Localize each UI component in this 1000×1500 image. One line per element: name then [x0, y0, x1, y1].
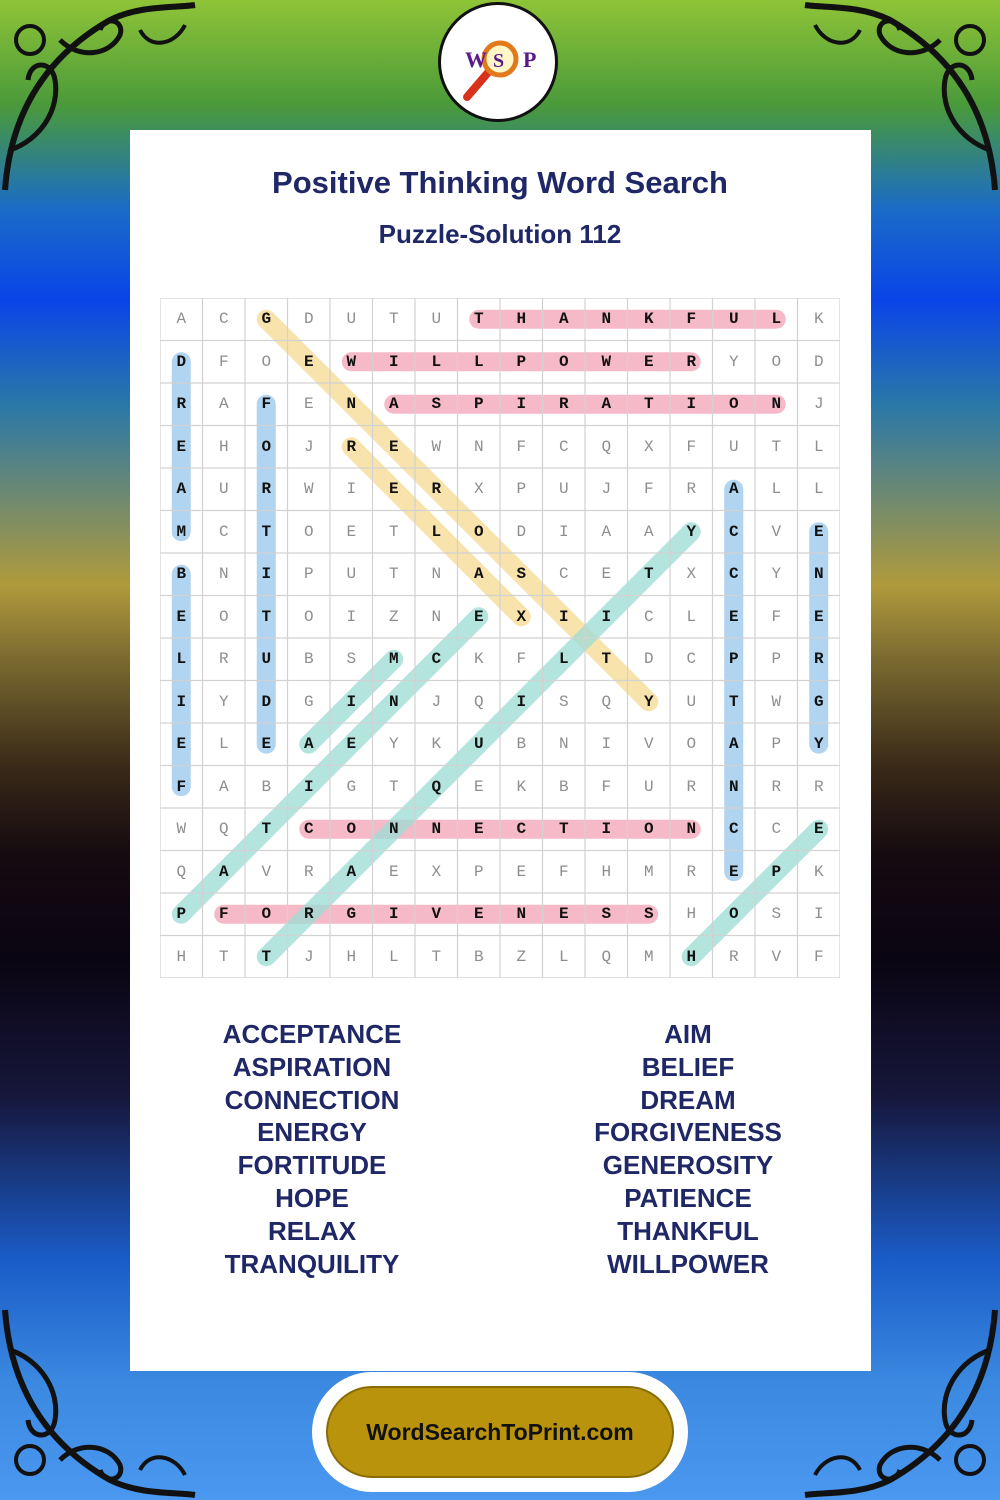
- grid-letter: G: [303, 692, 314, 711]
- grid-letter: E: [473, 607, 484, 626]
- grid-letter: X: [431, 862, 442, 881]
- grid-letter: K: [431, 735, 442, 753]
- grid-letter: Q: [473, 692, 484, 711]
- grid-letter: P: [771, 650, 782, 668]
- grid-letter: T: [388, 310, 399, 328]
- grid-letter: Y: [643, 692, 654, 711]
- grid-letter: O: [558, 352, 569, 371]
- grid-letter: L: [686, 607, 697, 626]
- grid-letter: X: [686, 565, 697, 583]
- grid-letter: Y: [813, 735, 824, 753]
- grid-letter: M: [388, 650, 399, 668]
- grid-letter: X: [643, 437, 654, 456]
- svg-text:W: W: [465, 47, 487, 72]
- grid-letter: R: [261, 480, 272, 498]
- grid-letter: J: [601, 480, 612, 498]
- grid-letter: B: [303, 650, 314, 668]
- grid-letter: I: [686, 395, 697, 413]
- grid-letter: L: [388, 947, 399, 966]
- grid-letter: R: [303, 905, 314, 923]
- grid-letter: A: [346, 862, 357, 881]
- grid-letter: A: [601, 395, 612, 413]
- grid-letter: L: [813, 437, 824, 456]
- grid-letter: I: [558, 607, 569, 626]
- grid-letter: E: [176, 735, 187, 753]
- grid-letter: I: [388, 352, 399, 371]
- grid-letter: H: [516, 310, 527, 328]
- grid-letter: K: [473, 650, 484, 668]
- grid-letter: V: [643, 735, 654, 753]
- grid-letter: C: [728, 820, 739, 838]
- svg-text:P: P: [523, 47, 537, 72]
- grid-letter: U: [218, 480, 229, 498]
- grid-letter: B: [516, 735, 527, 753]
- grid-letter: H: [176, 947, 187, 966]
- grid-letter: O: [303, 522, 314, 541]
- grid-letter: A: [303, 735, 314, 753]
- grid-letter: C: [771, 820, 782, 838]
- svg-text:S: S: [493, 50, 505, 72]
- grid-letter: R: [728, 947, 739, 966]
- grid-letter: V: [771, 947, 782, 966]
- grid-letter: N: [431, 607, 442, 626]
- word-list-item: HOPE: [275, 1182, 349, 1213]
- word-list-item: ACCEPTANCE: [222, 1019, 402, 1049]
- grid-letter: F: [686, 437, 697, 456]
- grid-letter: E: [346, 735, 357, 753]
- grid-letter: U: [728, 437, 739, 456]
- grid-letter: S: [346, 650, 357, 668]
- grid-letter: Z: [516, 947, 527, 966]
- grid-letter: H: [686, 905, 697, 923]
- grid-letter: M: [176, 522, 187, 541]
- grid-letter: Y: [686, 522, 697, 541]
- grid-letter: N: [601, 310, 612, 328]
- grid-letter: O: [643, 820, 654, 838]
- grid-letter: C: [431, 650, 442, 668]
- grid-letter: U: [643, 777, 654, 796]
- grid-letter: T: [473, 310, 484, 328]
- grid-letter: E: [176, 437, 187, 456]
- grid-letter: E: [813, 522, 824, 541]
- grid-letter: S: [558, 692, 569, 711]
- grid-letter: E: [176, 607, 187, 626]
- grid-letter: U: [558, 480, 569, 498]
- grid-letter: F: [558, 862, 569, 881]
- grid-letter: A: [473, 565, 484, 583]
- grid-letter: N: [686, 820, 697, 838]
- grid-letter: D: [176, 352, 187, 371]
- grid-letter: I: [303, 777, 314, 796]
- grid-letter: W: [303, 480, 314, 498]
- grid-letter: U: [261, 650, 272, 668]
- grid-letter: A: [643, 522, 654, 541]
- grid-letter: P: [303, 565, 314, 583]
- grid-letter: E: [473, 905, 484, 923]
- grid-letter: P: [473, 862, 484, 881]
- grid-letter: G: [346, 905, 357, 923]
- grid-letter: S: [431, 395, 442, 413]
- grid-letter: H: [601, 862, 612, 881]
- grid-letter: N: [388, 692, 399, 711]
- word-list-item: THANKFUL: [617, 1215, 759, 1246]
- grid-letter: D: [813, 352, 824, 371]
- grid-letter: T: [388, 777, 399, 796]
- grid-letter: F: [218, 905, 229, 923]
- grid-letter: O: [261, 905, 272, 923]
- grid-letter: I: [516, 692, 527, 711]
- grid-letter: E: [728, 607, 739, 626]
- grid-letter: Q: [601, 692, 612, 711]
- grid-letter: N: [558, 735, 569, 753]
- word-list-item: ENERGY: [257, 1117, 367, 1148]
- word-list-item: RELAX: [267, 1215, 357, 1246]
- word-list-item: DREAM: [640, 1084, 736, 1115]
- grid-letter: U: [473, 735, 484, 753]
- grid-letter: R: [346, 437, 357, 456]
- grid-letter: F: [516, 437, 527, 456]
- grid-letter: E: [303, 352, 314, 371]
- grid-letter: C: [516, 820, 527, 838]
- grid-letter: M: [643, 862, 654, 881]
- grid-letter: E: [388, 480, 399, 498]
- grid-letter: S: [516, 565, 527, 583]
- grid-letter: D: [643, 650, 654, 668]
- grid-letter: H: [346, 947, 357, 966]
- grid-letter: R: [813, 650, 824, 668]
- grid-letter: U: [346, 565, 357, 583]
- grid-letter: P: [728, 650, 739, 668]
- grid-letter: C: [218, 522, 229, 541]
- grid-letter: N: [431, 820, 442, 838]
- grid-letter: W: [176, 820, 187, 838]
- grid-letter: F: [643, 480, 654, 498]
- word-list-item: ASPIRATION: [232, 1051, 392, 1082]
- grid-letter: O: [771, 352, 782, 371]
- grid-letter: R: [686, 352, 697, 371]
- grid-letter: T: [431, 947, 442, 966]
- grid-letter: O: [473, 522, 484, 541]
- grid-letter: Q: [431, 777, 442, 796]
- grid-letter: E: [813, 820, 824, 838]
- grid-letter: T: [218, 947, 229, 966]
- grid-letter: E: [643, 352, 654, 371]
- grid-letter: N: [813, 565, 824, 583]
- grid-letter: C: [686, 650, 697, 668]
- word-list-item: GENEROSITY: [602, 1150, 774, 1181]
- grid-letter: R: [813, 777, 824, 796]
- grid-letter: A: [218, 862, 229, 881]
- grid-letter: T: [261, 820, 272, 838]
- grid-letter: Y: [771, 565, 782, 583]
- page-subtitle: Puzzle-Solution 112: [378, 219, 622, 249]
- grid-letter: F: [516, 650, 527, 668]
- grid-letter: T: [728, 692, 739, 711]
- grid-letter: C: [303, 820, 314, 838]
- grid-letter: N: [388, 820, 399, 838]
- grid-letter: O: [728, 395, 739, 413]
- word-list-item: TRANQUILITY: [224, 1248, 400, 1279]
- grid-letter: A: [218, 777, 229, 796]
- grid-letter: R: [686, 480, 697, 498]
- grid-letter: I: [601, 735, 612, 753]
- grid-letter: M: [643, 947, 654, 966]
- word-list-item: WILLPOWER: [607, 1248, 769, 1279]
- grid-letter: C: [728, 565, 739, 583]
- grid-letter: H: [686, 947, 697, 966]
- grid-letter: V: [771, 522, 782, 541]
- grid-letter: F: [601, 777, 612, 796]
- site-logo[interactable]: [438, 2, 558, 122]
- grid-letter: I: [558, 522, 569, 541]
- word-list-left: [122, 1018, 502, 1280]
- grid-letter: F: [813, 947, 824, 966]
- grid-letter: A: [728, 735, 739, 753]
- grid-letter: A: [558, 310, 569, 328]
- word-list-item: CONNECTION: [224, 1084, 400, 1115]
- grid-letter: Y: [728, 352, 739, 371]
- grid-letter: O: [686, 735, 697, 753]
- grid-letter: I: [261, 565, 272, 583]
- grid-letter: C: [558, 437, 569, 456]
- word-search-grid: [160, 298, 840, 978]
- grid-letter: I: [346, 607, 357, 626]
- grid-letter: L: [473, 352, 484, 371]
- grid-letter: E: [261, 735, 272, 753]
- grid-letter: P: [771, 862, 782, 881]
- grid-letter: A: [601, 522, 612, 541]
- grid-letter: F: [261, 395, 272, 413]
- grid-letter: F: [686, 310, 697, 328]
- grid-letter: G: [261, 310, 272, 328]
- grid-letter: N: [771, 395, 782, 413]
- grid-letter: E: [346, 522, 357, 541]
- grid-letter: J: [431, 692, 442, 711]
- grid-letter: I: [346, 480, 357, 498]
- grid-letter: R: [686, 777, 697, 796]
- grid-letter: A: [728, 480, 739, 498]
- grid-letter: D: [303, 310, 314, 328]
- grid-letter: E: [388, 862, 399, 881]
- grid-letter: C: [558, 565, 569, 583]
- grid-letter: B: [176, 565, 187, 583]
- grid-letter: K: [643, 310, 654, 328]
- grid-letter: T: [558, 820, 569, 838]
- grid-letter: N: [516, 905, 527, 923]
- grid-letter: O: [261, 352, 272, 371]
- grid-letter: B: [558, 777, 569, 796]
- grid-letter: E: [601, 565, 612, 583]
- grid-letter: I: [346, 692, 357, 711]
- grid-letter: V: [261, 862, 272, 881]
- grid-letter: J: [303, 947, 314, 966]
- grid-letter: L: [431, 352, 442, 371]
- grid-letter: N: [218, 565, 229, 583]
- grid-letter: C: [218, 310, 229, 328]
- grid-letter: O: [261, 437, 272, 456]
- grid-letter: F: [771, 607, 782, 626]
- grid-letter: P: [516, 352, 527, 371]
- magnifier-logo-icon: [443, 7, 553, 117]
- grid-letter: C: [643, 607, 654, 626]
- grid-letter: O: [303, 607, 314, 626]
- grid-letter: Y: [218, 692, 229, 711]
- grid-letter: O: [218, 607, 229, 626]
- grid-letter: E: [473, 820, 484, 838]
- grid-letter: P: [516, 480, 527, 498]
- grid-letter: J: [303, 437, 314, 456]
- grid-letter: L: [218, 735, 229, 753]
- grid-letter: E: [516, 862, 527, 881]
- grid-letter: L: [558, 650, 569, 668]
- grid-letter: T: [643, 565, 654, 583]
- grid-letter: H: [218, 437, 229, 456]
- word-list-right: [498, 1018, 878, 1280]
- grid-letter: W: [771, 692, 782, 711]
- grid-letter: P: [176, 905, 187, 923]
- grid-letter: K: [516, 777, 527, 796]
- grid-letter: C: [728, 522, 739, 541]
- grid-letter: Q: [601, 437, 612, 456]
- grid-letter: T: [643, 395, 654, 413]
- grid-letter: U: [346, 310, 357, 328]
- grid-letter: F: [218, 352, 229, 371]
- grid-letter: B: [261, 777, 272, 796]
- website-link-button[interactable]: WordSearchToPrint.com: [326, 1386, 674, 1478]
- grid-letter: Y: [388, 735, 399, 753]
- grid-letter: E: [813, 607, 824, 626]
- grid-letter: S: [601, 905, 612, 923]
- grid-letter: E: [303, 395, 314, 413]
- grid-letter: U: [431, 310, 442, 328]
- grid-letter: W: [431, 437, 442, 456]
- grid-letter: K: [813, 310, 824, 328]
- grid-letter: D: [516, 522, 527, 541]
- grid-letter: I: [176, 692, 187, 711]
- grid-letter: R: [771, 777, 782, 796]
- grid-letter: U: [728, 310, 739, 328]
- grid-letter: O: [346, 820, 357, 838]
- grid-letter: A: [176, 480, 187, 498]
- grid-letter: D: [261, 692, 272, 711]
- grid-letter: J: [813, 395, 824, 413]
- grid-letter: G: [813, 692, 824, 711]
- grid-letter: Q: [601, 947, 612, 966]
- grid-letter: A: [388, 395, 399, 413]
- grid-letter: A: [218, 395, 229, 413]
- grid-letter: I: [813, 905, 824, 923]
- grid-letter: I: [601, 607, 612, 626]
- grid-letter: Q: [218, 820, 229, 838]
- grid-letter: L: [771, 310, 782, 328]
- grid-letter: T: [388, 565, 399, 583]
- grid-letter: F: [176, 777, 187, 796]
- grid-letter: W: [346, 352, 357, 371]
- grid-letter: L: [431, 522, 442, 541]
- grid-letter: X: [516, 607, 527, 626]
- grid-letter: U: [686, 692, 697, 711]
- grid-letter: R: [303, 862, 314, 881]
- grid-letter: L: [176, 650, 187, 668]
- word-list-item: BELIEF: [641, 1051, 735, 1082]
- grid-letter: E: [558, 905, 569, 923]
- grid-letter: I: [388, 905, 399, 923]
- grid-letter: O: [728, 905, 739, 923]
- grid-letter: N: [346, 395, 357, 413]
- grid-letter: I: [601, 820, 612, 838]
- grid-letter: L: [813, 480, 824, 498]
- grid-letter: T: [261, 522, 272, 541]
- word-list-item: FORGIVENESS: [594, 1117, 782, 1148]
- grid-letter: E: [388, 437, 399, 456]
- grid-letter: G: [346, 777, 357, 796]
- grid-letter: T: [771, 437, 782, 456]
- word-list-item: FORTITUDE: [237, 1150, 387, 1181]
- grid-letter: E: [728, 862, 739, 881]
- grid-letter: T: [261, 607, 272, 626]
- grid-letter: A: [176, 310, 187, 328]
- grid-letter: R: [176, 395, 187, 413]
- grid-letter: B: [473, 947, 484, 966]
- grid-letter: R: [431, 480, 442, 498]
- word-list-item: PATIENCE: [624, 1182, 752, 1213]
- grid-letter: S: [771, 905, 782, 923]
- word-list-item: AIM: [664, 1019, 712, 1049]
- grid-letter: P: [473, 395, 484, 413]
- grid-letter: L: [771, 480, 782, 498]
- grid-letter: R: [558, 395, 569, 413]
- grid-letter: R: [686, 862, 697, 881]
- grid-letter: Z: [388, 607, 399, 626]
- page-title: Positive Thinking Word Search: [272, 165, 728, 200]
- grid-letter: N: [431, 565, 442, 583]
- grid-letter: P: [771, 735, 782, 753]
- grid-letter: X: [473, 480, 484, 498]
- grid-letter: W: [601, 352, 612, 371]
- grid-letter: N: [728, 777, 739, 796]
- grid-letter: Q: [176, 862, 187, 881]
- grid-letter: S: [643, 905, 654, 923]
- grid-letter: T: [601, 650, 612, 668]
- grid-letter: I: [516, 395, 527, 413]
- grid-letter: N: [473, 437, 484, 456]
- grid-letter: E: [473, 777, 484, 796]
- grid-letter: R: [218, 650, 229, 668]
- grid-letter: V: [431, 905, 442, 923]
- grid-letter: T: [261, 947, 272, 966]
- grid-letter: T: [388, 522, 399, 541]
- grid-letter: L: [558, 947, 569, 966]
- grid-letter: K: [813, 862, 824, 881]
